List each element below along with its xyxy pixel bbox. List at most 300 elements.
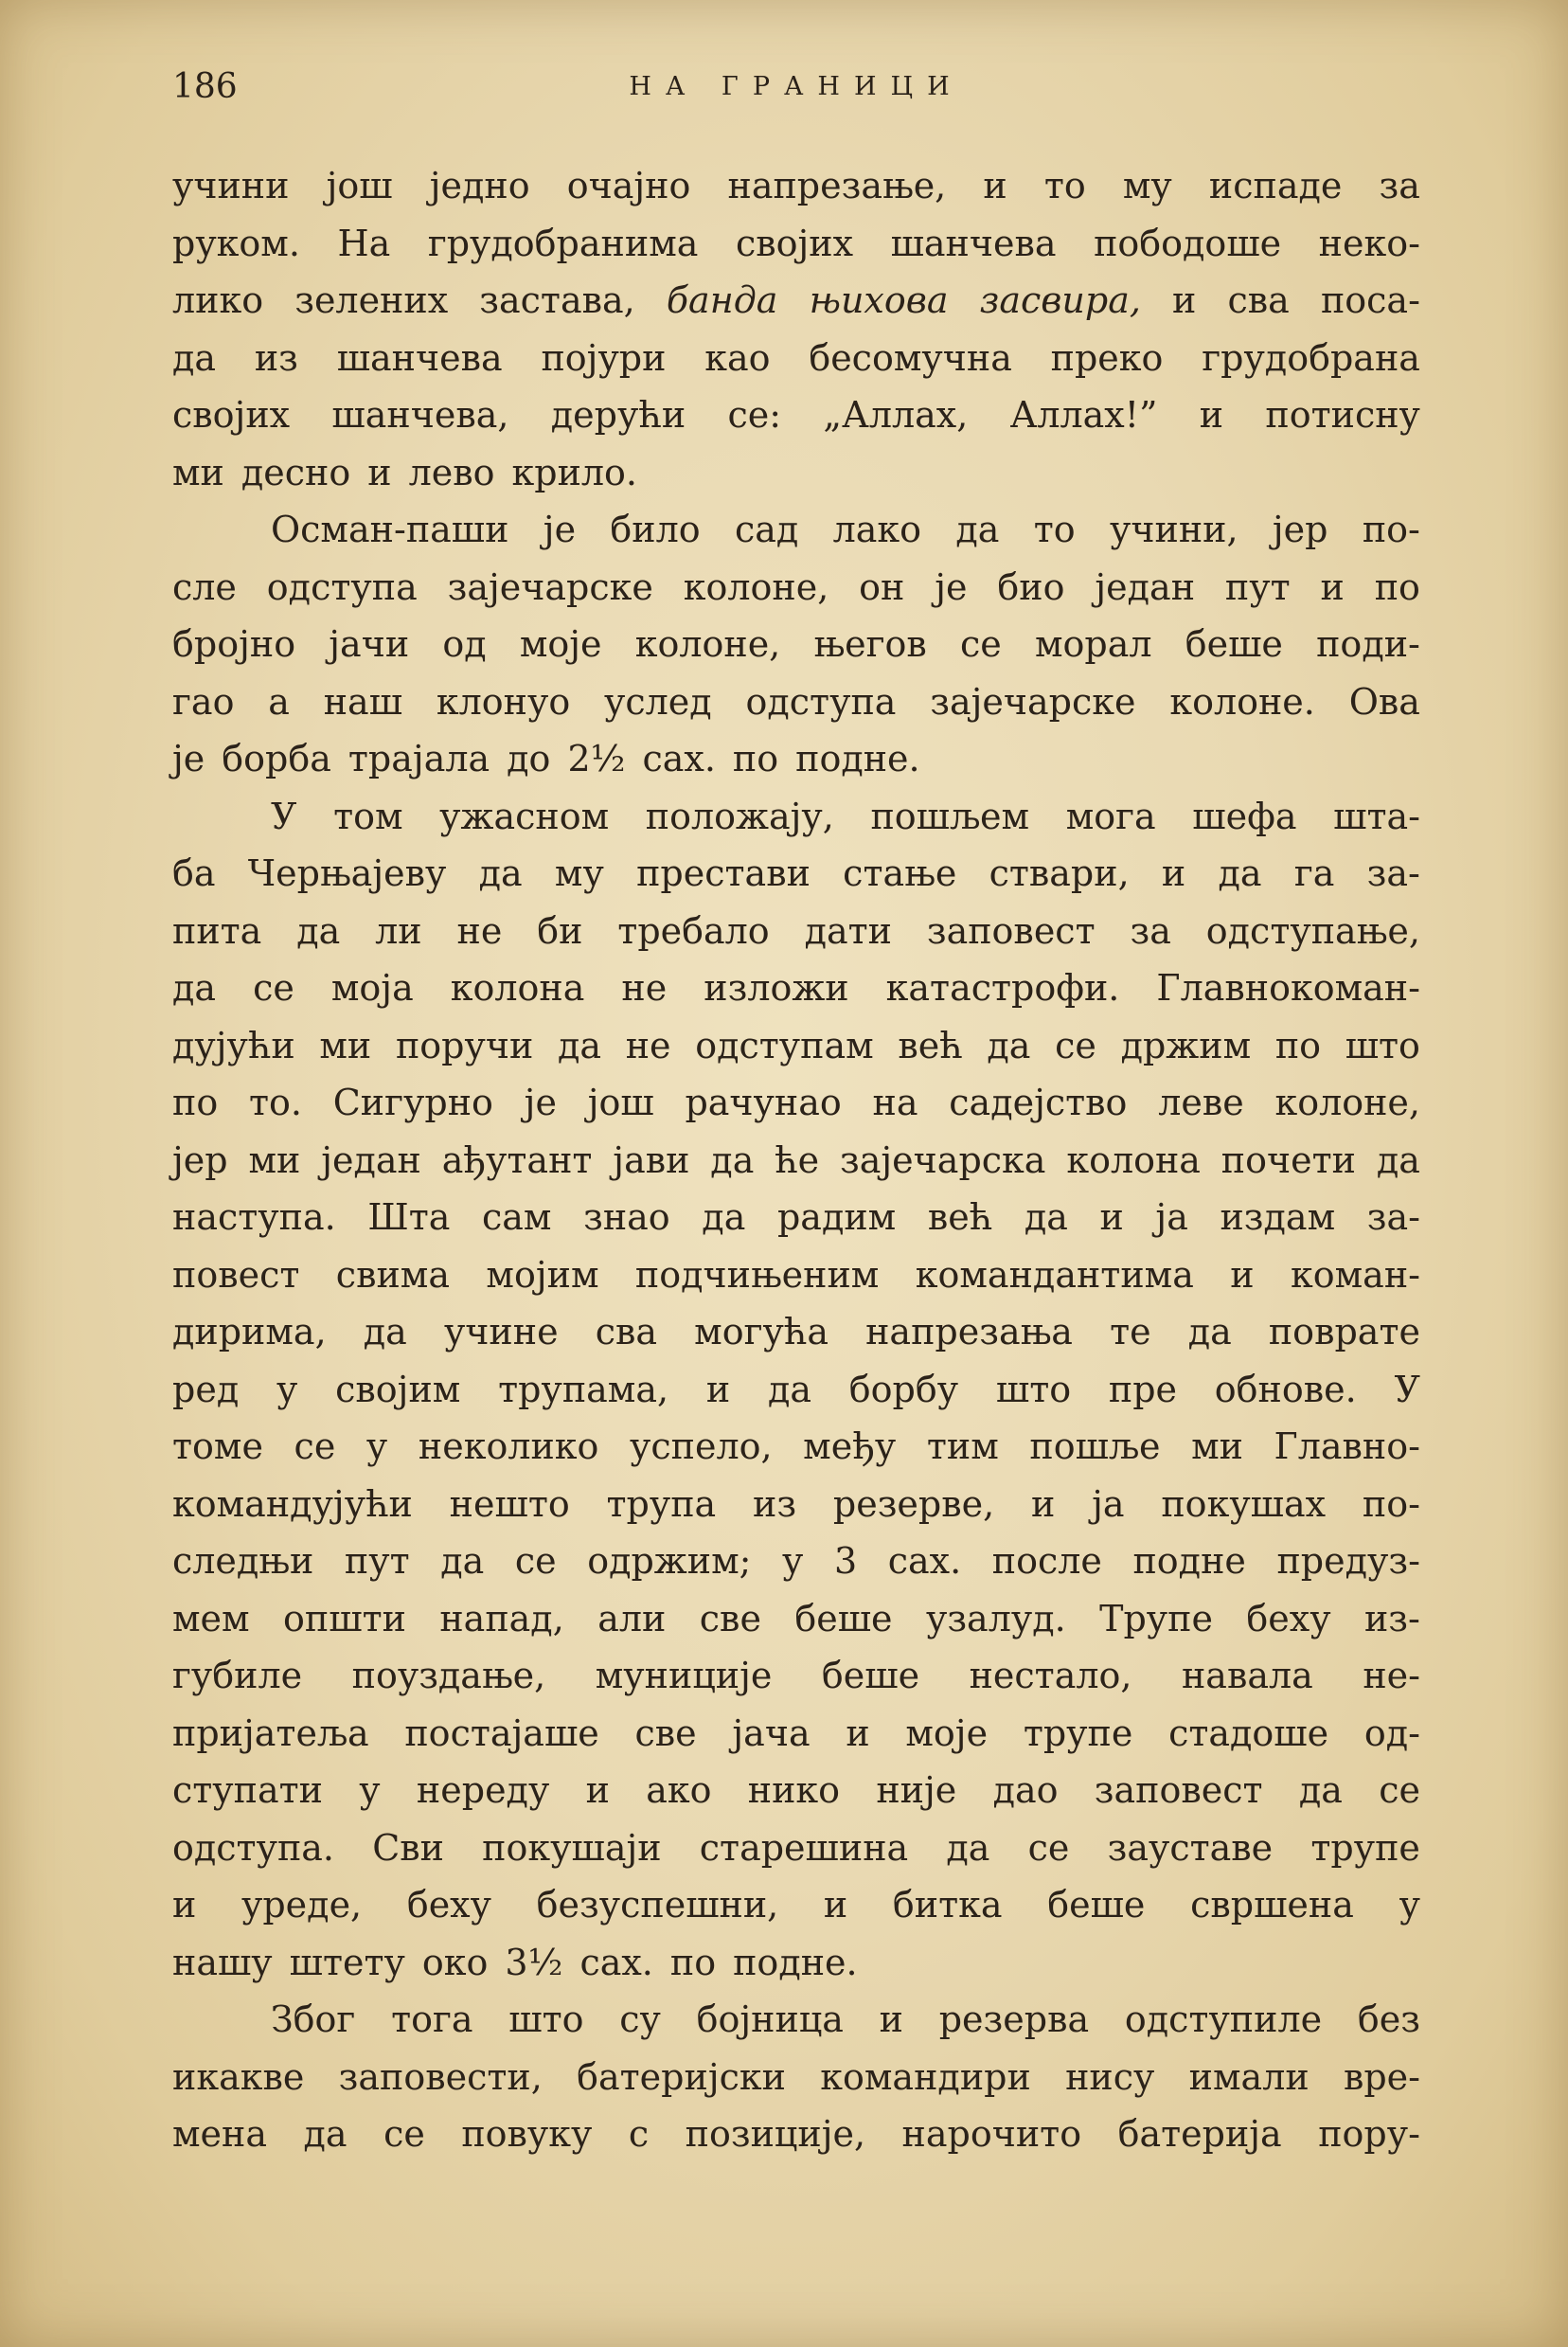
word: Сигурно (332, 1082, 493, 1123)
word: ред (172, 1368, 240, 1410)
text-line (172, 1132, 1420, 1190)
word: беше (1185, 623, 1283, 665)
word: и (846, 1711, 870, 1754)
text-line (172, 903, 1420, 960)
word: за (1379, 165, 1420, 206)
word: ја (1155, 1196, 1188, 1238)
word: гао (172, 680, 235, 723)
word: подчињеним (634, 1253, 880, 1296)
word: од- (1363, 1711, 1420, 1754)
text-line (172, 1303, 1420, 1361)
text-line (172, 1934, 1420, 1992)
word: Шта (367, 1196, 451, 1238)
word: трајала (347, 738, 490, 779)
word: рачунао (685, 1082, 842, 1123)
word: одступа (745, 680, 897, 723)
text-line (172, 1590, 1420, 1648)
word: да (363, 1311, 407, 1353)
word: поуздање, (351, 1655, 546, 1696)
word: поврате (1268, 1311, 1420, 1353)
word: пријатеља (172, 1711, 369, 1754)
word: да (1298, 1769, 1343, 1811)
word: по (732, 738, 779, 779)
word: се (253, 967, 294, 1009)
word: нису (1065, 2055, 1155, 2098)
word: држим (1120, 1024, 1252, 1066)
word: и (879, 1998, 903, 2040)
word: заповести, (338, 2055, 543, 2098)
word: очајно (566, 165, 691, 206)
word: положају, (645, 795, 834, 837)
word: губиле (172, 1655, 303, 1696)
word: зајечарске (447, 565, 653, 608)
word: нешто (449, 1482, 570, 1525)
word: радим (776, 1196, 897, 1238)
word: шефа (1192, 795, 1297, 837)
word: до (507, 738, 551, 779)
word: тога (391, 1998, 473, 2040)
word: и (172, 1884, 197, 1926)
word: њихова (809, 279, 949, 321)
word: издам (1220, 1196, 1336, 1238)
word: општи (283, 1597, 406, 1639)
word: да (172, 967, 217, 1009)
word: око (421, 1941, 489, 1983)
word: мојим (486, 1253, 599, 1296)
word: неко- (1318, 222, 1420, 264)
text-line (172, 730, 1420, 788)
word: да (702, 1196, 746, 1238)
text-line (172, 2049, 1420, 2106)
word: зајечарска (840, 1138, 1046, 1181)
text-line (172, 444, 1420, 502)
word: да (557, 1024, 602, 1066)
word: да (987, 1024, 1031, 1066)
word: пободоше (1094, 222, 1282, 264)
word: колоне, (683, 565, 829, 608)
word: трупама, (498, 1368, 669, 1410)
word: колоне, (634, 623, 781, 665)
word: међу (803, 1425, 897, 1467)
word: и (1172, 279, 1197, 321)
word: се (1379, 1769, 1420, 1811)
word: нереду (416, 1769, 550, 1811)
text-line (172, 386, 1420, 444)
word: јер (1272, 509, 1328, 550)
word: пошље (1029, 1425, 1161, 1467)
word: леве (1158, 1082, 1244, 1123)
word: беше (794, 1597, 893, 1639)
word: заповест (1094, 1769, 1263, 1811)
word: то. (248, 1082, 302, 1123)
word: је (172, 738, 205, 779)
word: из- (1363, 1597, 1420, 1639)
word: не (456, 909, 503, 952)
word: јер (172, 1138, 228, 1181)
word: напрезања (865, 1311, 1073, 1353)
word: учини, (1110, 509, 1238, 550)
word: се (1055, 1024, 1096, 1066)
word: 3½ (505, 1941, 563, 1983)
word: јави (613, 1138, 690, 1181)
word: ми (248, 1138, 301, 1181)
word: одступа (266, 565, 418, 608)
word: пошљем (870, 795, 1030, 837)
word: муниције (595, 1655, 773, 1696)
word: да (303, 2113, 347, 2155)
word: стање (843, 852, 957, 894)
word: одступање, (1205, 909, 1420, 952)
word: шта- (1333, 795, 1420, 837)
word: наступа. (172, 1196, 336, 1238)
word: се (383, 2113, 425, 2155)
word: једно (429, 165, 530, 206)
word: јача (732, 1711, 811, 1754)
word: трупа (606, 1482, 717, 1525)
word: У (271, 795, 297, 837)
word: и (1161, 852, 1186, 894)
word: својих (172, 394, 291, 436)
word: и (823, 1884, 848, 1926)
word: један (1095, 565, 1196, 608)
word: нестало, (969, 1655, 1132, 1696)
word: мога (1065, 795, 1156, 837)
word: његов (813, 623, 927, 665)
word: навала (1181, 1655, 1313, 1696)
word: један (321, 1138, 421, 1181)
word: садејство (949, 1082, 1128, 1123)
word: већ (898, 1024, 963, 1066)
word: и (1230, 1253, 1255, 1296)
text-line (172, 1532, 1420, 1590)
word: да (1024, 1196, 1068, 1238)
word: икакве (172, 2055, 305, 2098)
text-line (172, 2105, 1420, 2163)
word: 2½ (567, 738, 626, 779)
word: сле (172, 565, 237, 608)
word: а (268, 680, 290, 723)
word: засвира, (979, 279, 1141, 321)
word: сва (1227, 279, 1290, 321)
word: мем (172, 1597, 250, 1639)
text-line (172, 157, 1420, 215)
word: поса- (1320, 279, 1420, 321)
word: и (585, 1769, 610, 1811)
word: наш (323, 680, 403, 723)
word: застава, (479, 279, 635, 321)
word: напад, (439, 1597, 564, 1639)
word: битка (892, 1884, 1003, 1926)
word: зелених (294, 279, 449, 321)
word: дерући (550, 394, 686, 436)
word: могућа (694, 1311, 829, 1353)
word: сах. (642, 738, 716, 779)
word: шанчева (336, 336, 503, 379)
text-line (172, 1762, 1420, 1819)
text-line (172, 330, 1420, 387)
word: ће (775, 1138, 820, 1181)
word: и (1099, 1196, 1124, 1238)
word: поручи (395, 1024, 534, 1066)
word: мена (172, 2113, 268, 2155)
word: шанчева, (331, 394, 509, 436)
word: по (669, 1941, 717, 1983)
word: резерве, (832, 1482, 995, 1525)
word: био (997, 565, 1065, 608)
word: да (1376, 1138, 1420, 1181)
word: дујући (172, 1024, 295, 1066)
word: одржим; (587, 1540, 752, 1582)
word: из (254, 336, 298, 379)
paragraph (172, 501, 1420, 788)
text-line (172, 1647, 1420, 1705)
word: сах. (579, 1941, 653, 1983)
word: ми (319, 1024, 372, 1066)
word: по (172, 1082, 219, 1123)
word: 3 (833, 1540, 858, 1582)
word: што (995, 1368, 1072, 1410)
word: предуз- (1276, 1540, 1420, 1582)
word: безуспешни, (536, 1884, 779, 1926)
word: нарочито (901, 2113, 1082, 2155)
word: још (326, 165, 393, 206)
text-line (172, 1361, 1420, 1419)
word: следњи (172, 1540, 314, 1582)
word: преко (1050, 336, 1164, 379)
word: командири (820, 2055, 1031, 2098)
word: се: (727, 394, 782, 436)
word: да (478, 852, 523, 894)
word: Ова (1348, 680, 1420, 723)
word: ми (1191, 1425, 1243, 1467)
word: на (872, 1082, 918, 1123)
word: Сви (372, 1826, 444, 1869)
word: катастрофи. (885, 967, 1120, 1009)
word: му (1122, 165, 1172, 206)
word: у (365, 1425, 388, 1467)
word: се (1027, 1826, 1070, 1869)
word: ствари, (989, 852, 1130, 894)
word: би (537, 909, 583, 952)
word: грудобранима (427, 222, 699, 264)
word: почети (1221, 1138, 1356, 1181)
word: грудобрана (1202, 336, 1420, 379)
word: командујући (172, 1482, 413, 1525)
word: дати (804, 909, 892, 952)
word: лико (172, 279, 264, 321)
word: банда (666, 279, 778, 321)
text-line (172, 1418, 1420, 1476)
word: зауставе (1107, 1826, 1274, 1869)
word: Главнокоман- (1156, 967, 1420, 1009)
word: те (1110, 1311, 1151, 1353)
word: да (710, 1138, 755, 1181)
word: по- (1362, 509, 1420, 550)
body-text (172, 157, 1420, 2163)
word: позиције, (685, 2113, 866, 2155)
word: се (294, 1425, 336, 1467)
word: је (935, 565, 968, 608)
word: ађутант (441, 1138, 593, 1181)
word: постајаше (404, 1711, 599, 1754)
word: ја (1092, 1482, 1125, 1525)
word: успело, (630, 1425, 773, 1467)
word: да (440, 1540, 485, 1582)
word: руком. (172, 222, 300, 264)
word: у (359, 1769, 381, 1811)
word: се (514, 1540, 557, 1582)
word: учине (443, 1311, 559, 1353)
text-line (172, 673, 1420, 731)
word: су (619, 1998, 661, 2040)
word: све (699, 1597, 761, 1639)
word: Због (271, 1998, 356, 2040)
word: беше (1047, 1884, 1146, 1926)
word: ми (172, 451, 224, 493)
word: сах. (887, 1540, 962, 1582)
word: заповест (926, 909, 1096, 952)
word: шанчева (890, 222, 1057, 264)
word: Осман-паши (271, 509, 509, 550)
text-line (172, 1705, 1420, 1763)
word: јачи (329, 623, 410, 665)
text-line (172, 215, 1420, 273)
word: бојница (696, 1998, 844, 2040)
word: пут (1224, 565, 1291, 608)
word: по (1274, 1024, 1322, 1066)
word: да (296, 909, 341, 952)
word: „Аллах, (823, 394, 969, 436)
text-line (172, 959, 1420, 1017)
word: сад (734, 509, 799, 550)
paragraph (172, 788, 1420, 1992)
word: неколико (418, 1425, 599, 1467)
word: борбу (848, 1368, 959, 1410)
word: дао (992, 1769, 1059, 1811)
word: томе (172, 1425, 263, 1467)
text-line (172, 272, 1420, 330)
word: у (782, 1540, 804, 1582)
word: том (333, 795, 403, 837)
word: моја (330, 967, 414, 1009)
word: Аллах!” (1009, 394, 1158, 436)
word: дирима, (172, 1311, 327, 1353)
word: коман- (1290, 1253, 1420, 1296)
word: услед (604, 680, 712, 723)
word: да (172, 336, 217, 379)
word: и (1031, 1482, 1056, 1525)
word: да (955, 509, 1000, 550)
word: по (1374, 565, 1420, 608)
text-line (172, 1074, 1420, 1132)
word: ужасном (439, 795, 610, 837)
word: из (753, 1482, 797, 1525)
word: својих (735, 222, 854, 264)
word: покушах (1161, 1482, 1327, 1525)
word: појури (541, 336, 667, 379)
word: било (610, 509, 701, 550)
word: и (367, 451, 392, 493)
word: пору- (1318, 2113, 1420, 2155)
word: ли (375, 909, 422, 952)
word: пут (344, 1540, 410, 1582)
word: штету (289, 1941, 405, 1983)
word: моје (905, 1711, 989, 1754)
word: он (859, 565, 905, 608)
word: подне. (795, 738, 920, 779)
word: моје (519, 623, 602, 665)
word: Трупе (1099, 1597, 1213, 1639)
word: бесомучна (809, 336, 1012, 379)
word: није (876, 1769, 957, 1811)
word: колона (1066, 1138, 1201, 1181)
word: свршена (1190, 1884, 1354, 1926)
word: не- (1363, 1655, 1420, 1696)
word: свима (335, 1253, 451, 1296)
text-line (172, 616, 1420, 673)
page-header (172, 59, 1420, 116)
word: подне. (733, 1941, 858, 1983)
word: нико (747, 1769, 841, 1811)
word: за (1130, 909, 1171, 952)
word: нашу (172, 1941, 273, 1983)
word: сва (595, 1311, 658, 1353)
text-line (172, 559, 1420, 617)
word: по- (1362, 1482, 1420, 1525)
word: престави (636, 852, 811, 894)
word: изложи (704, 967, 849, 1009)
text-line (172, 1819, 1420, 1877)
word: стадоше (1168, 1711, 1329, 1754)
text-line (172, 1991, 1420, 2049)
word: сам (481, 1196, 552, 1238)
word: уреде, (241, 1884, 363, 1926)
word: од (442, 623, 487, 665)
word: својим (335, 1368, 461, 1410)
word: подне (1132, 1540, 1246, 1582)
word: поди- (1316, 623, 1420, 665)
word: трупе (1310, 1826, 1420, 1869)
text-line (172, 501, 1420, 559)
word: У (1394, 1368, 1420, 1410)
text-line (172, 1189, 1420, 1246)
word: обнове. (1214, 1368, 1357, 1410)
word: вре- (1343, 2055, 1420, 2098)
word: одступам (695, 1024, 874, 1066)
word: десно (241, 451, 351, 493)
word: бројно (172, 623, 296, 665)
word: старешина (699, 1826, 909, 1869)
word: повест (172, 1253, 300, 1296)
word: имали (1188, 2055, 1310, 2098)
word: колона (450, 967, 585, 1009)
word: испаде (1208, 165, 1343, 206)
word: без (1357, 1998, 1420, 2040)
word: да (767, 1368, 812, 1410)
word: морал (1034, 623, 1152, 665)
word: још (587, 1082, 654, 1123)
word: пита (172, 909, 262, 952)
text-line (172, 1246, 1420, 1304)
word: крило. (511, 451, 637, 493)
word: што (1345, 1024, 1420, 1066)
word: беху (1246, 1597, 1331, 1639)
word: да (1187, 1311, 1232, 1353)
word: зајечарске (930, 680, 1136, 723)
word: требало (617, 909, 770, 952)
running-head: НА ГРАНИЦИ (629, 72, 964, 101)
word: узалуд. (925, 1597, 1066, 1639)
